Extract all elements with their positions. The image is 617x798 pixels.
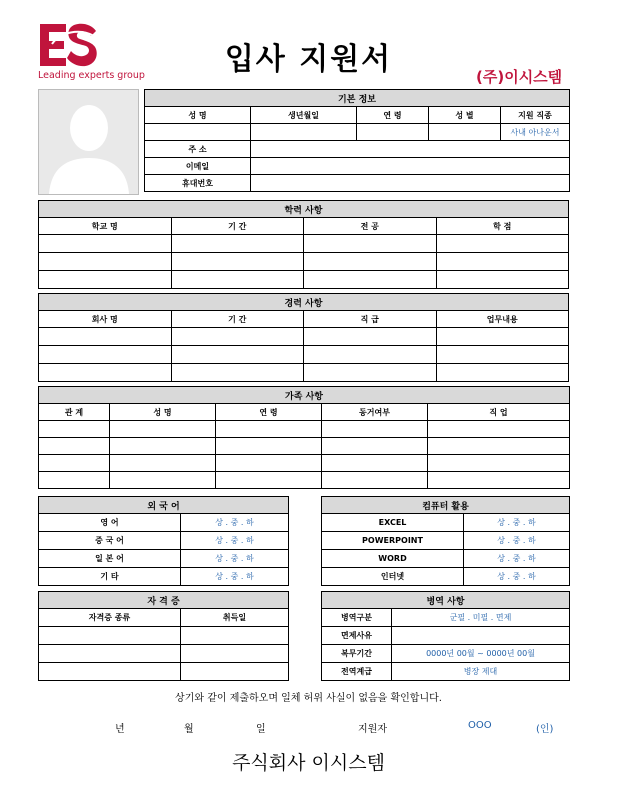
table-cell[interactable]	[171, 346, 304, 364]
phone-field[interactable]	[251, 175, 570, 192]
col-period: 기 간	[171, 311, 304, 328]
table-cell[interactable]	[304, 271, 437, 289]
col-name: 성 명	[145, 107, 251, 124]
table-cell[interactable]	[39, 364, 172, 382]
job-field[interactable]: 사내 아나운서	[501, 124, 570, 141]
education-header: 학력 사항	[39, 201, 569, 218]
certificate-table	[38, 591, 289, 681]
skill-excel: EXCEL	[322, 514, 464, 532]
table-cell[interactable]	[322, 421, 428, 438]
computer-header: 컴퓨터 활용	[322, 497, 570, 514]
lang-chinese-level[interactable]: 상 . 중 . 하	[181, 532, 289, 550]
table-cell[interactable]	[322, 438, 428, 455]
language-table	[38, 496, 289, 586]
table-cell[interactable]	[39, 645, 181, 663]
lang-japanese: 일 본 어	[39, 550, 181, 568]
lang-other: 기 타	[39, 568, 181, 586]
logo-tagline: Leading experts group	[38, 70, 145, 81]
table-cell[interactable]	[39, 455, 110, 472]
language-header: 외 국 어	[39, 497, 289, 514]
discharge-rank-label: 전역계급	[322, 663, 392, 681]
basic-info-header: 기본 정보	[145, 90, 570, 107]
skill-excel-level[interactable]: 상 . 중 . 하	[464, 514, 570, 532]
table-cell[interactable]	[436, 271, 569, 289]
birth-field[interactable]	[251, 124, 357, 141]
table-cell[interactable]	[39, 438, 110, 455]
lang-english: 영 어	[39, 514, 181, 532]
table-cell[interactable]	[436, 235, 569, 253]
confirm-statement: 상기와 같이 제출하오며 일체 허위 사실이 없음을 확인합니다.	[175, 693, 442, 704]
applicant-name[interactable]: OOO	[468, 720, 492, 731]
email-field[interactable]	[251, 158, 570, 175]
col-company: 회사 명	[39, 311, 172, 328]
col-major: 전 공	[304, 218, 437, 235]
table-cell[interactable]	[304, 253, 437, 271]
table-cell[interactable]	[436, 346, 569, 364]
service-period-label: 복무기간	[322, 645, 392, 663]
table-cell[interactable]	[216, 438, 322, 455]
table-cell[interactable]	[39, 235, 172, 253]
lang-chinese: 중 국 어	[39, 532, 181, 550]
lang-english-level[interactable]: 상 . 중 . 하	[181, 514, 289, 532]
table-cell[interactable]	[304, 328, 437, 346]
col-rank: 직 급	[304, 311, 437, 328]
address-label: 주 소	[145, 141, 251, 158]
table-cell[interactable]	[322, 472, 428, 489]
table-cell[interactable]	[428, 455, 570, 472]
col-age: 연 령	[216, 404, 322, 421]
table-cell[interactable]	[39, 328, 172, 346]
col-cert-date: 취득일	[181, 609, 289, 627]
table-cell[interactable]	[216, 455, 322, 472]
skill-powerpoint: POWERPOINT	[322, 532, 464, 550]
table-cell[interactable]	[39, 472, 110, 489]
career-header: 경력 사항	[39, 294, 569, 311]
career-table	[38, 293, 569, 382]
address-field[interactable]	[251, 141, 570, 158]
company-short-name: (주)이시스템	[476, 68, 563, 86]
table-cell[interactable]	[304, 346, 437, 364]
basic-info-table	[144, 89, 570, 192]
lang-other-level[interactable]: 상 . 중 . 하	[181, 568, 289, 586]
table-cell[interactable]	[436, 253, 569, 271]
col-cohabit: 동거여부	[322, 404, 428, 421]
table-cell[interactable]	[216, 421, 322, 438]
gender-field[interactable]	[429, 124, 501, 141]
table-cell[interactable]	[171, 253, 304, 271]
exemption-reason-value[interactable]	[392, 627, 570, 645]
table-cell[interactable]	[110, 421, 216, 438]
military-header: 병역 사항	[322, 592, 570, 609]
col-name: 성 명	[110, 404, 216, 421]
table-cell[interactable]	[304, 235, 437, 253]
table-cell[interactable]	[39, 663, 181, 681]
table-cell[interactable]	[216, 472, 322, 489]
table-cell[interactable]	[304, 364, 437, 382]
page-title: 입사 지원서	[224, 42, 393, 77]
col-grade: 학 점	[436, 218, 569, 235]
table-cell[interactable]	[428, 421, 570, 438]
col-age: 연 령	[357, 107, 429, 124]
table-cell[interactable]	[39, 253, 172, 271]
col-relation: 관 계	[39, 404, 110, 421]
skill-word: WORD	[322, 550, 464, 568]
table-cell[interactable]	[171, 235, 304, 253]
person-silhouette-icon	[39, 90, 138, 194]
footer-company-name: 주식회사 이시스템	[232, 752, 385, 774]
education-table	[38, 200, 569, 289]
table-cell[interactable]	[39, 271, 172, 289]
table-cell[interactable]	[428, 472, 570, 489]
seal-mark: (인)	[536, 724, 554, 735]
skill-internet-level[interactable]: 상 . 중 . 하	[464, 568, 570, 586]
discharge-rank-value[interactable]: 병장 제대	[392, 663, 570, 681]
table-cell[interactable]	[39, 627, 181, 645]
col-gender: 성 별	[429, 107, 501, 124]
date-day[interactable]: 일	[256, 724, 266, 735]
skill-internet: 인터넷	[322, 568, 464, 586]
col-cert-type: 자격증 종류	[39, 609, 181, 627]
date-month[interactable]: 월	[184, 724, 194, 735]
table-cell[interactable]	[39, 421, 110, 438]
lang-japanese-level[interactable]: 상 . 중 . 하	[181, 550, 289, 568]
computer-table	[321, 496, 570, 586]
military-table	[321, 591, 570, 681]
table-cell[interactable]	[181, 663, 289, 681]
table-cell[interactable]	[322, 455, 428, 472]
col-job: 지원 직종	[501, 107, 570, 124]
table-cell[interactable]	[171, 271, 304, 289]
name-field[interactable]	[145, 124, 251, 141]
date-year[interactable]: 년	[115, 724, 125, 735]
skill-word-level[interactable]: 상 . 중 . 하	[464, 550, 570, 568]
col-birth: 생년월일	[251, 107, 357, 124]
col-occupation: 직 업	[428, 404, 570, 421]
family-header: 가족 사항	[39, 387, 570, 404]
table-cell[interactable]	[436, 364, 569, 382]
applicant-label: 지원자	[358, 724, 387, 735]
table-cell[interactable]	[110, 455, 216, 472]
certificate-header: 자 격 증	[39, 592, 289, 609]
table-cell[interactable]	[110, 438, 216, 455]
table-cell[interactable]	[436, 328, 569, 346]
age-field[interactable]	[357, 124, 429, 141]
table-cell[interactable]	[110, 472, 216, 489]
table-cell[interactable]	[181, 645, 289, 663]
military-type-label: 병역구분	[322, 609, 392, 627]
col-school: 학교 명	[39, 218, 172, 235]
photo-placeholder[interactable]	[38, 89, 139, 195]
col-period: 기 간	[171, 218, 304, 235]
service-period-value[interactable]: 0000년 00월 ~ 0000년 00월	[392, 645, 570, 663]
table-cell[interactable]	[428, 438, 570, 455]
col-duty: 업무내용	[436, 311, 569, 328]
table-cell[interactable]	[171, 328, 304, 346]
family-table	[38, 386, 570, 489]
exemption-reason-label: 면제사유	[322, 627, 392, 645]
table-cell[interactable]	[39, 346, 172, 364]
skill-powerpoint-level[interactable]: 상 . 중 . 하	[464, 532, 570, 550]
table-cell[interactable]	[171, 364, 304, 382]
email-label: 이메일	[145, 158, 251, 175]
military-type-value[interactable]: 군필 . 미필 . 면제	[392, 609, 570, 627]
phone-label: 휴대번호	[145, 175, 251, 192]
table-cell[interactable]	[181, 627, 289, 645]
